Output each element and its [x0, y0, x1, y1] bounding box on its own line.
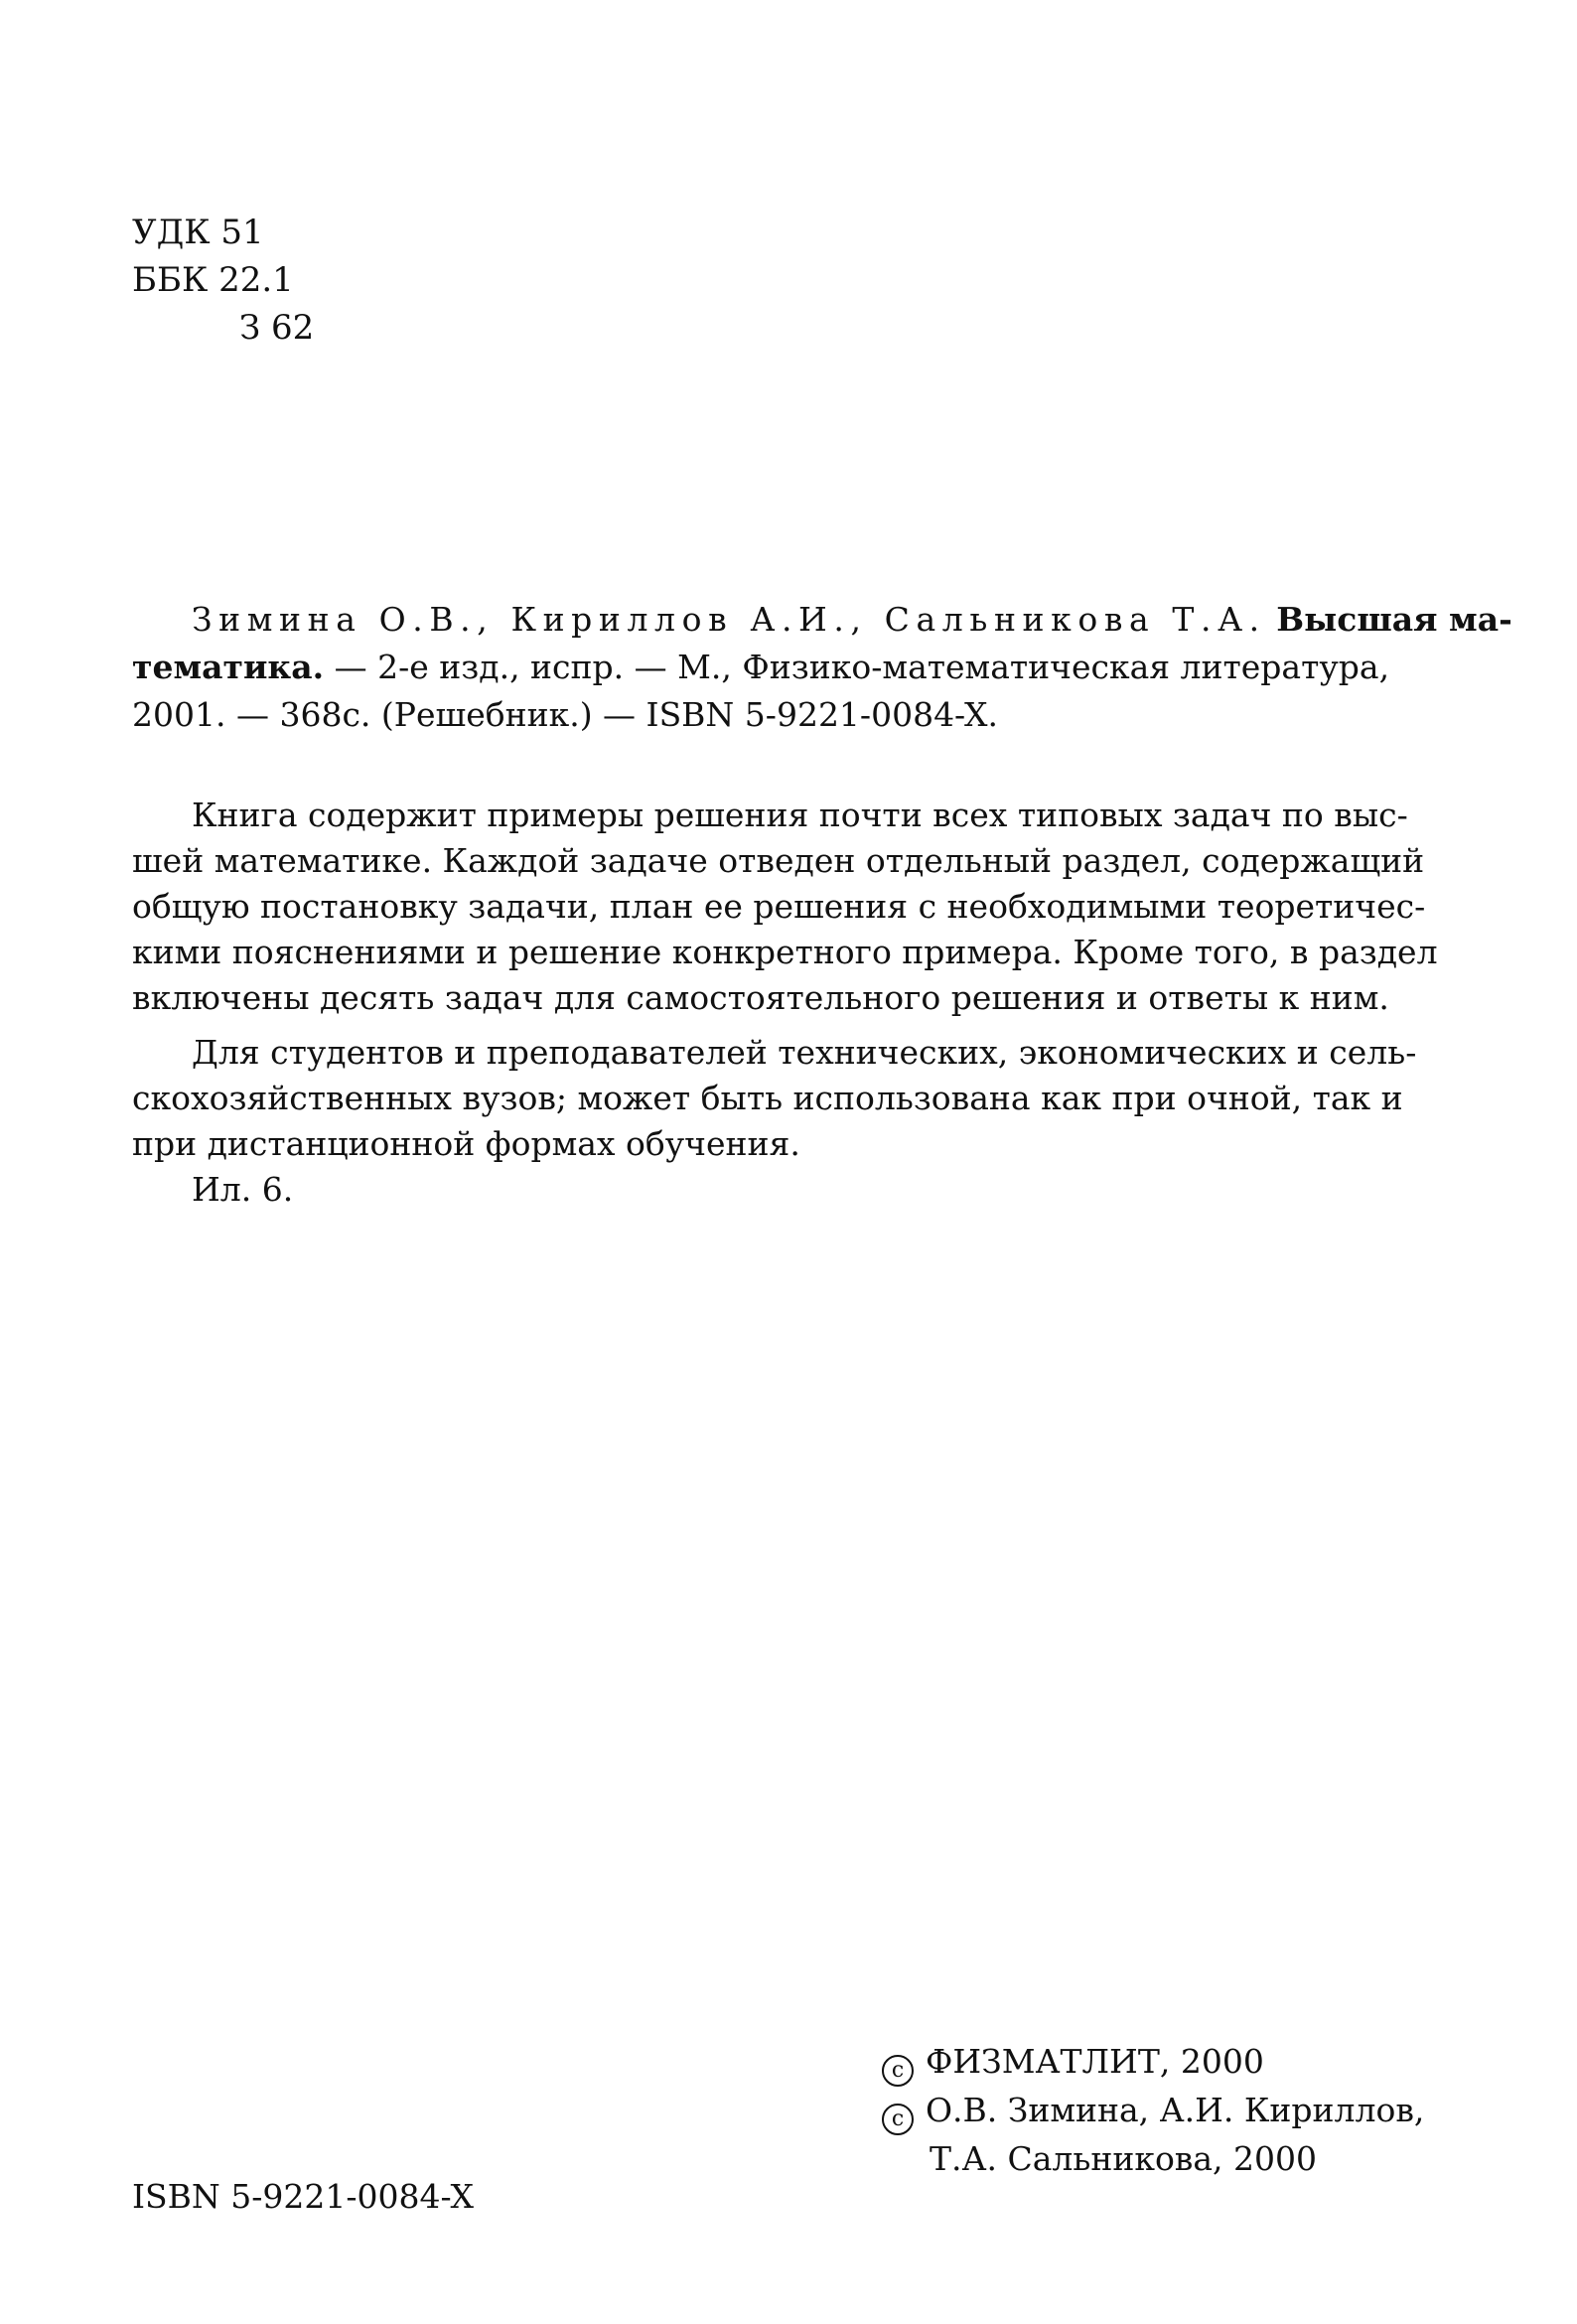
abstract-p1-line: шей математике. Каждой задаче отведен отдельный раздел, содержащий	[132, 841, 1425, 880]
abstract	[132, 793, 1463, 1213]
classification-block	[132, 209, 314, 352]
abstract-p2-line: при дистанционной формах обучения.	[132, 1124, 800, 1163]
copyright-block	[882, 2038, 1424, 2182]
copyright-authors-continued: Т.А. Сальникова, 2000	[930, 2139, 1318, 2178]
abstract-p1-line: включены десять задач для самостоятельного решения и ответы к ним.	[132, 978, 1389, 1017]
copyright-publisher	[882, 2038, 1424, 2087]
citation-authors: Зимина О.В., Кириллов А.И., Сальникова Т.А.	[192, 600, 1266, 639]
bibliographic-citation	[132, 596, 1512, 739]
citation-line-2	[132, 644, 1463, 691]
copyright-authors	[882, 2087, 1424, 2135]
citation-line-3: 2001. — 368с. (Решебник.) — ISBN 5-9221-0084-X.	[132, 695, 999, 734]
citation-title-part-2: тематика.	[132, 648, 325, 686]
abstract-p2-line: Для студентов и преподавателей технических, экономических и сель-	[192, 1033, 1417, 1072]
author-mark: З 62	[239, 308, 315, 348]
copyright-icon: c	[882, 2055, 914, 2087]
abstract-p1-line: общую постановку задачи, план ее решения с необходимыми теоретичес-	[132, 887, 1426, 926]
udk-code: УДК 51	[132, 213, 264, 252]
citation-title-part-1: Высшая ма-	[1276, 600, 1512, 639]
copyright-publisher-text: ФИЗМАТЛИТ, 2000	[926, 2042, 1264, 2081]
paragraph-gap	[132, 1021, 1463, 1030]
isbn: ISBN 5-9221-0084-X	[132, 2177, 474, 2216]
bbk-code: ББК 22.1	[132, 260, 294, 300]
abstract-p1-line: кими пояснениями и решение конкретного примера. Кроме того, в раздел	[132, 933, 1438, 971]
copyright-icon: c	[882, 2104, 914, 2135]
abstract-p2-line: скохозяйственных вузов; может быть использована как при очной, так и	[132, 1079, 1403, 1117]
copyright-authors-text: О.В. Зимина, А.И. Кириллов,	[926, 2091, 1425, 2129]
illustrations-count: Ил. 6.	[192, 1170, 294, 1209]
citation-edition-publisher: — 2-е изд., испр. — М., Физико-математическая литература,	[324, 648, 1390, 686]
citation-line-1	[132, 596, 1512, 644]
abstract-p1-line: Книга содержит примеры решения почти всех типовых задач по выс-	[192, 796, 1408, 834]
